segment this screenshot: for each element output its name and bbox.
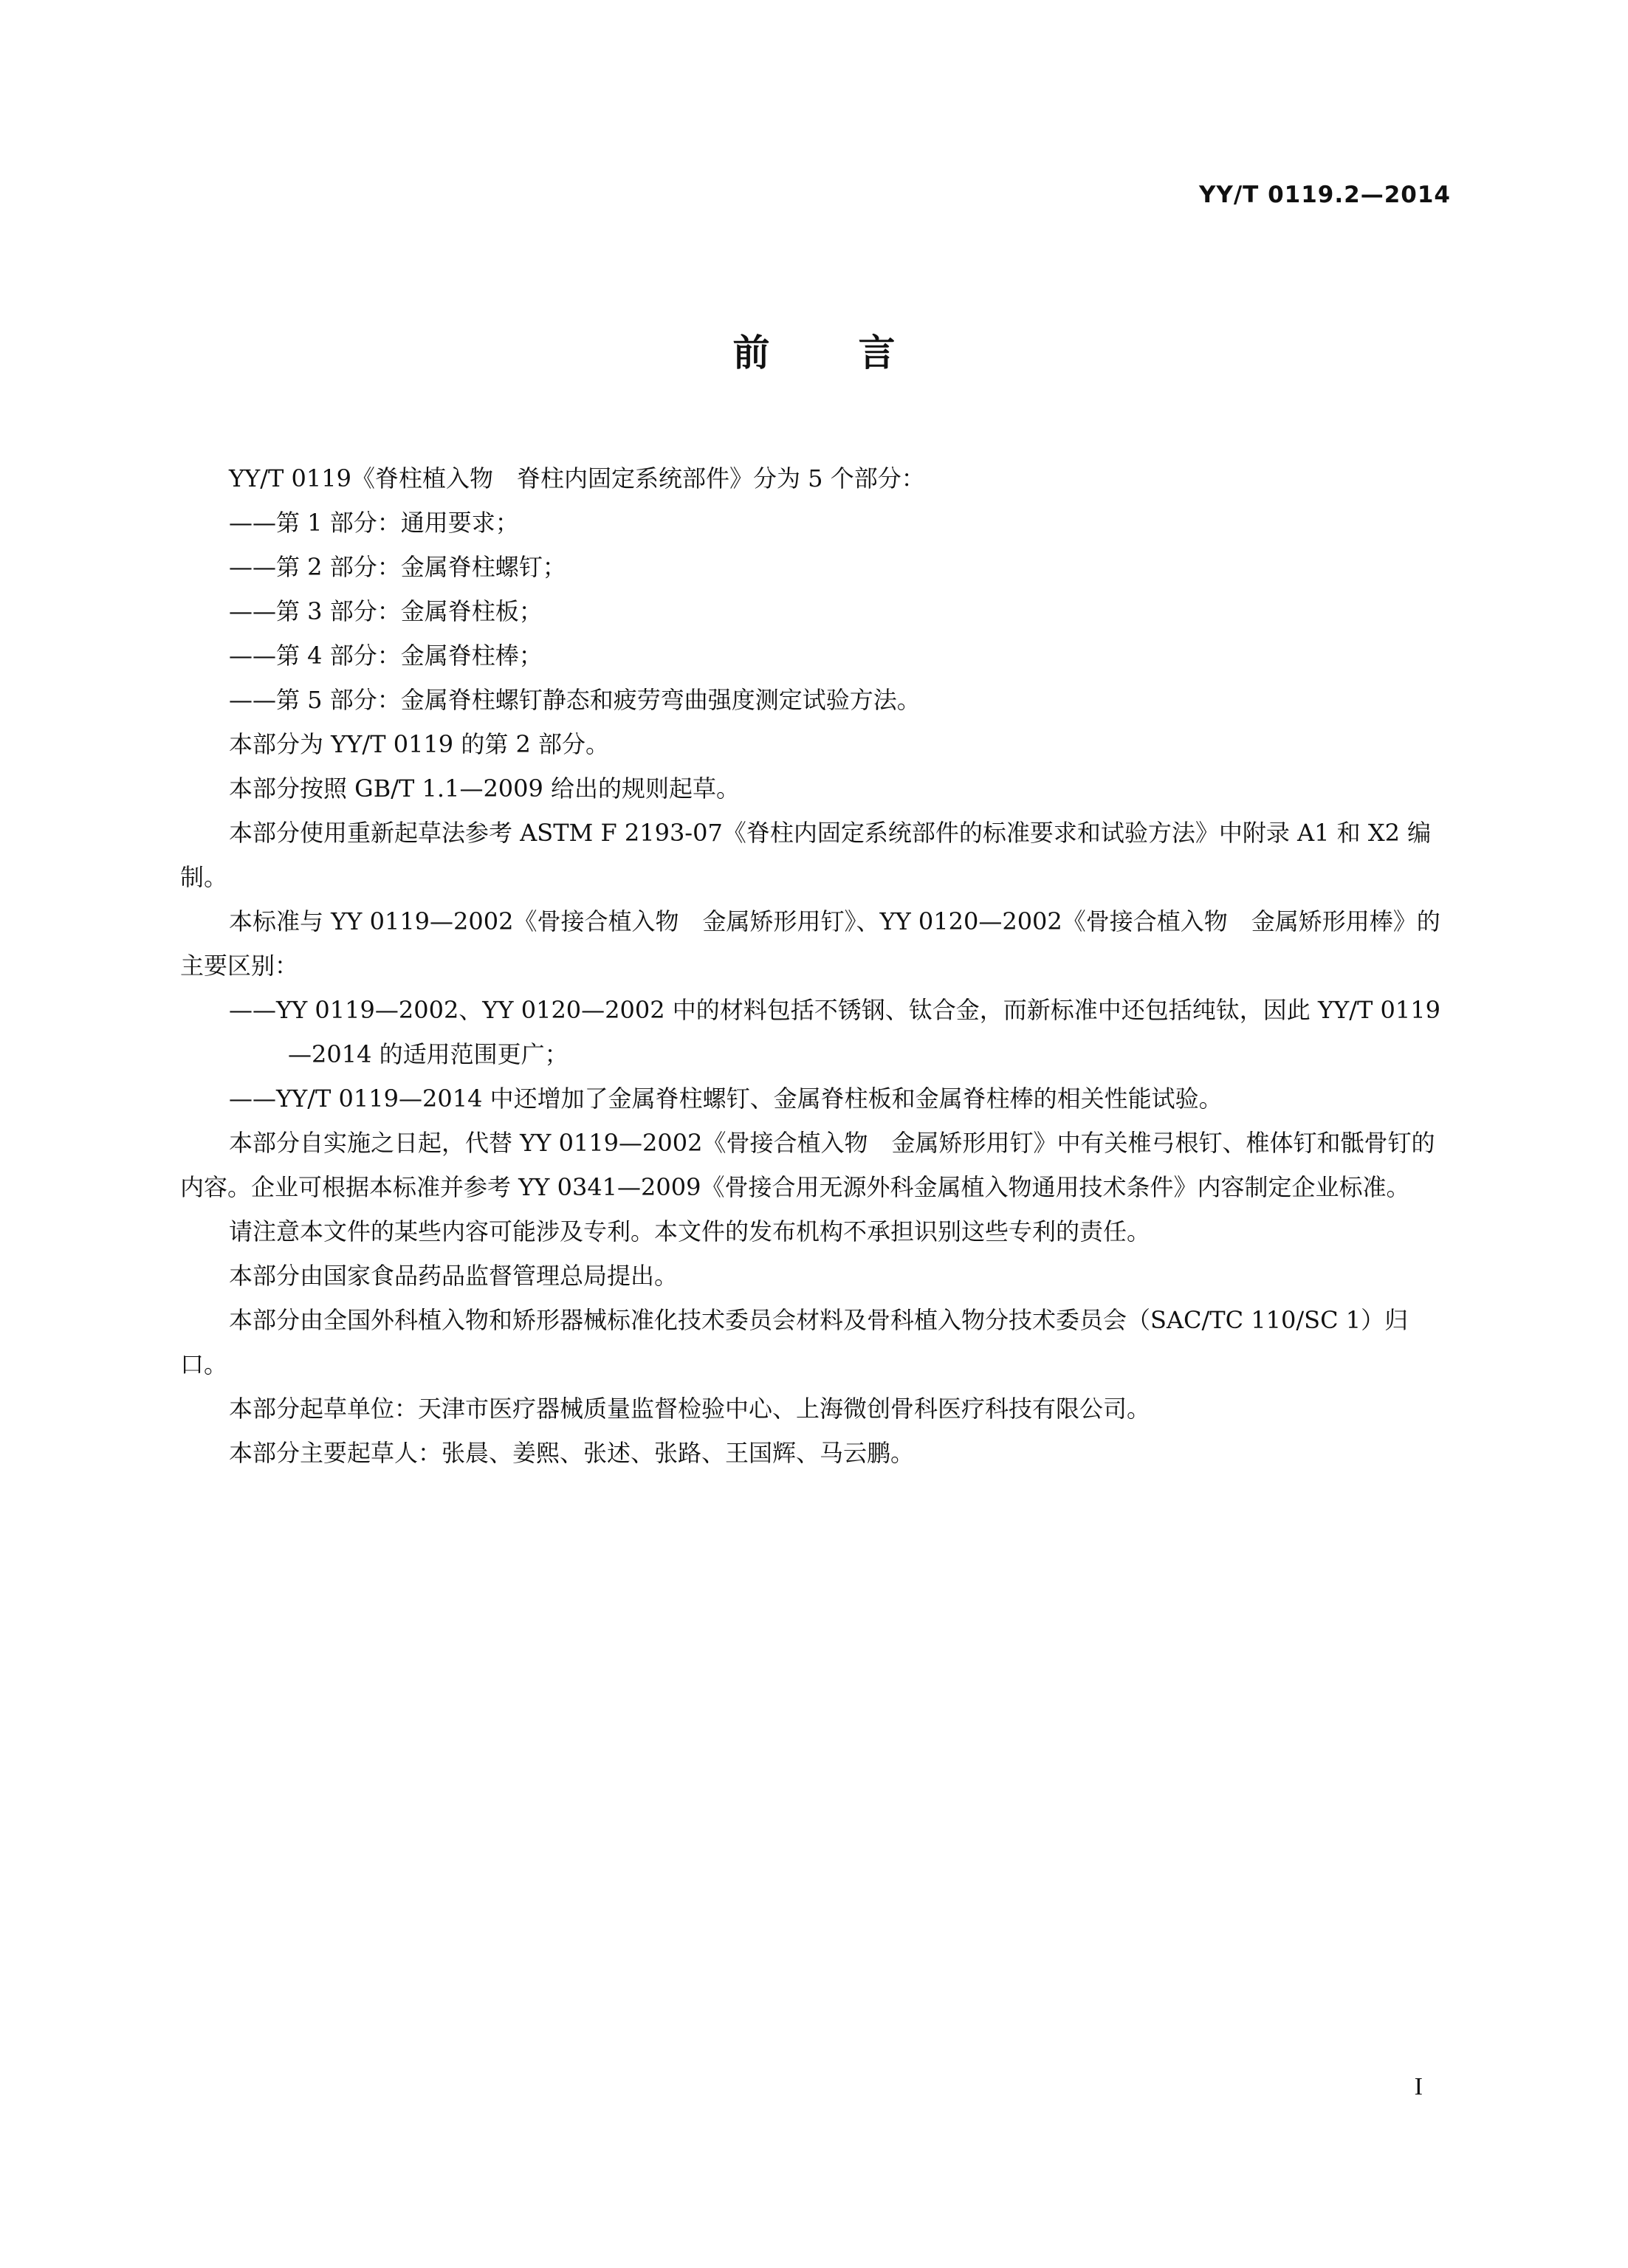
paragraph-proposer: 本部分由国家食品药品监督管理总局提出。 — [229, 1262, 679, 1290]
paragraph-drafting-units: 本部分起草单位：天津市医疗器械质量监督检验中心、上海微创骨科医疗科技有限公司。 — [229, 1395, 1151, 1423]
list-item-part-2: ——第 2 部分：金属脊柱螺钉； — [229, 553, 566, 581]
paragraph-part-statement: 本部分为 YY/T 0119 的第 2 部分。 — [229, 730, 610, 758]
list-item-part-4: ——第 4 部分：金属脊柱棒； — [229, 642, 543, 670]
paragraph-drafting-rules: 本部分按照 GB/T 1.1—2009 给出的规则起草。 — [229, 774, 741, 803]
list-item-difference-1: ——YY 0119—2002、YY 0120—2002 中的材料包括不锈钢、钛合金，而新标准中还包括纯钛，因此 YY/T 0119—2014 的适用范围更广； — [229, 996, 1440, 1068]
page-title: 前言 — [732, 331, 984, 374]
paragraph-parts-intro: YY/T 0119《脊柱植入物 脊柱内固定系统部件》分为 5 个部分： — [229, 464, 925, 492]
standard-code: YY/T 0119.2—2014 — [1198, 182, 1451, 208]
paragraph-differences-intro: 本标准与 YY 0119—2002《骨接合植入物 金属矫形用钉》、YY 0120—2002《骨接合植入物 金属矫形用棒》的主要区别： — [180, 907, 1440, 980]
list-item-part-1: ——第 1 部分：通用要求； — [229, 509, 519, 537]
paragraph-reference-standard: 本部分使用重新起草法参考 ASTM F 2193-07《脊柱内固定系统部件的标准要求和试验方法》中附录 A1 和 X2 编制。 — [180, 819, 1432, 891]
preface-body — [180, 456, 1454, 1475]
paragraph-committee: 本部分由全国外科植入物和矫形器械标准化技术委员会材料及骨科植入物分技术委员会（SAC/TC 110/SC 1）归口。 — [180, 1306, 1409, 1378]
list-item-difference-2: ——YY/T 0119—2014 中还增加了金属脊柱螺钉、金属脊柱板和金属脊柱棒的相关性能试验。 — [229, 1085, 1223, 1113]
paragraph-replacement: 本部分自实施之日起，代替 YY 0119—2002《骨接合植入物 金属矫形用钉》中有关椎弓根钉、椎体钉和骶骨钉的内容。企业可根据本标准并参考 YY 0341—2009《骨接合用无源外科金属植入物通用技术条件》内容制定企业标准。 — [180, 1129, 1435, 1201]
paragraph-patent-notice: 请注意本文件的某些内容可能涉及专利。本文件的发布机构不承担识别这些专利的责任。 — [229, 1217, 1151, 1245]
list-item-part-5: ——第 5 部分：金属脊柱螺钉静态和疲劳弯曲强度测定试验方法。 — [229, 686, 921, 714]
paragraph-drafters: 本部分主要起草人：张晨、姜熙、张述、张路、王国辉、马云鹏。 — [229, 1439, 915, 1467]
page-number: I — [1414, 2073, 1423, 2100]
list-item-part-3: ——第 3 部分：金属脊柱板； — [229, 597, 543, 625]
